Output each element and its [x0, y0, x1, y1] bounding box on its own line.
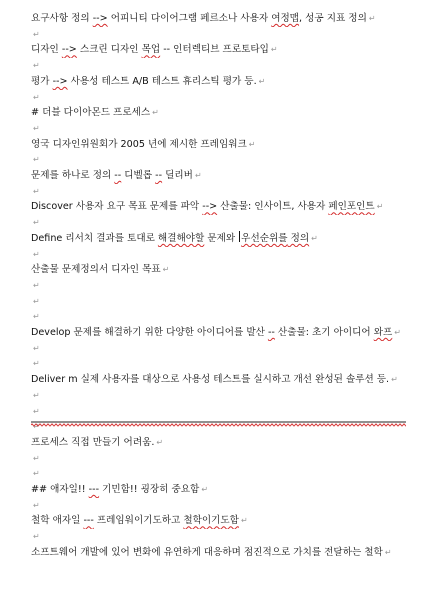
paragraph-mark-icon: ↵ [194, 171, 202, 180]
document-line[interactable] [31, 262, 434, 278]
paragraph-mark-icon: ↵ [33, 422, 40, 432]
document-line[interactable] [31, 278, 434, 294]
line-text: Develop 문제를 해결하기 위한 다양한 아이디어를 발산 [31, 327, 268, 338]
line-text: 프레임워이기도하고 [93, 515, 184, 527]
spellcheck-flagged-text: 우선순위를 [241, 232, 288, 244]
paragraph-mark-icon: ↵ [201, 485, 209, 494]
paragraph-mark-icon: ↵ [368, 14, 376, 23]
document-line[interactable] [31, 482, 434, 498]
line-text: Deliver m 실제 사용자를 대상으로 사용성 테스트를 실시하고 개선 완성된 솔루션 등. [31, 374, 390, 386]
spellcheck-flagged-text: 정의 [287, 232, 310, 244]
paragraph-mark-icon: ↵ [270, 45, 278, 55]
document-line[interactable] [31, 294, 434, 310]
paragraph-mark-icon: ↵ [33, 453, 40, 463]
line-text: Discover 사용자 요구 목표 문제를 파악 [31, 201, 203, 213]
line-text: 요구사항 정의 [31, 13, 93, 24]
spellcheck-flagged-text: -- [267, 327, 275, 338]
paragraph-mark-icon: ↵ [33, 390, 40, 400]
paragraph-mark-icon: ↵ [33, 218, 40, 228]
document-line[interactable] [31, 247, 434, 263]
line-text: ## 애자일!! [31, 484, 89, 495]
document-line[interactable] [31, 513, 434, 529]
line-text: 어피니티 다이어그램 페르소나 사용자 [107, 13, 272, 24]
separator-rule [31, 421, 406, 427]
document-line[interactable] [31, 137, 434, 153]
document-line[interactable] [31, 325, 434, 341]
spellcheck-flagged-text: --> [52, 75, 68, 87]
line-text: 디자인 [31, 44, 62, 56]
document-line[interactable] [31, 215, 434, 231]
spellcheck-flagged-text: --- [83, 515, 94, 527]
document-line[interactable] [31, 199, 434, 215]
paragraph-mark-icon: ↵ [33, 29, 40, 39]
spellcheck-flagged-text: 해결해야할 [157, 232, 205, 244]
paragraph-mark-icon: ↵ [156, 437, 164, 447]
paragraph-mark-icon: ↵ [33, 92, 40, 102]
document-line[interactable] [31, 404, 434, 420]
paragraph-mark-icon: ↵ [152, 108, 159, 118]
line-text: 철학 애자일 [31, 515, 84, 527]
paragraph-mark-icon: ↵ [33, 155, 40, 165]
line-text: # 더블 다이아몬드 프로세스 [31, 107, 151, 119]
paragraph-mark-icon: ↵ [33, 249, 40, 259]
line-text: 산출물 문제정의서 디자인 목표 [31, 264, 161, 276]
document-line[interactable] [31, 388, 434, 404]
document-line[interactable] [31, 58, 434, 74]
line-text: 문제와 [204, 232, 239, 244]
document-line[interactable] [31, 356, 434, 372]
paragraph-mark-icon: ↵ [33, 469, 40, 479]
spellcheck-flagged-text: 와프 [373, 327, 393, 338]
line-text: , 성공 지표 정의 [299, 13, 367, 24]
line-text: 딜리버 [162, 170, 193, 181]
document-line[interactable] [31, 231, 434, 247]
document-line[interactable] [31, 372, 434, 388]
line-text: -- 인터렉티브 프로토타입 [160, 44, 269, 56]
paragraph-mark-icon: ↵ [33, 61, 40, 71]
document-line[interactable] [31, 529, 434, 545]
line-text: 산출물: 초기 아이디어 [274, 327, 374, 338]
paragraph-mark-icon: ↵ [33, 280, 40, 290]
document-line[interactable] [31, 435, 434, 451]
line-text: 평가 [31, 75, 53, 87]
paragraph-mark-icon: ↵ [376, 202, 384, 212]
spellcheck-flagged-text: --- [88, 484, 100, 495]
line-text: 산출물: 인사이트, 사용자 [217, 201, 329, 213]
paragraph-mark-icon: ↵ [394, 328, 401, 337]
spellcheck-flagged-text: 여정맵 [271, 13, 300, 24]
line-text: 소프트웨어 개발에 있어 변화에 유연하게 대응하며 점진적으로 가치를 전달하는 철학 [31, 546, 383, 558]
spellcheck-flagged-text: -- [155, 170, 163, 181]
paragraph-mark-icon: ↵ [33, 359, 40, 369]
separator-squiggle-icon [31, 421, 406, 427]
document-line[interactable] [31, 74, 434, 90]
document-line[interactable] [31, 168, 434, 184]
document-line[interactable] [31, 451, 434, 467]
paragraph-mark-icon: ↵ [33, 123, 40, 133]
document-line[interactable] [31, 90, 434, 106]
line-text: 기민함!! 굉장히 중요함 [99, 484, 200, 495]
document-line[interactable] [31, 545, 434, 561]
line-text: 사용성 테스트 A/B 테스트 휴리스틱 평가 등. [67, 75, 257, 87]
paragraph-mark-icon: ↵ [33, 296, 40, 306]
document-line[interactable] [31, 121, 434, 137]
paragraph-mark-icon: ↵ [391, 375, 398, 385]
paragraph-mark-icon: ↵ [33, 312, 40, 322]
document-line[interactable] [31, 105, 434, 121]
paragraph-mark-icon: ↵ [33, 406, 40, 416]
paragraph-mark-icon: ↵ [311, 233, 318, 243]
document-line[interactable] [31, 341, 434, 357]
document-line[interactable] [31, 42, 434, 58]
line-text: Define 리서치 결과를 토대로 [31, 232, 158, 244]
line-text: 디벨롭 [121, 170, 156, 181]
spellcheck-flagged-text: --> [202, 201, 218, 213]
document-line[interactable] [31, 309, 434, 325]
document-line[interactable] [31, 11, 434, 27]
spellcheck-flagged-text: 페인포인트 [328, 201, 375, 213]
document-line[interactable] [31, 152, 434, 168]
paragraph-mark-icon: ↵ [33, 186, 40, 196]
paragraph-mark-icon: ↵ [33, 500, 40, 510]
line-text: 프로세스 직접 만들기 어려움. [31, 436, 155, 448]
paragraph-mark-icon: ↵ [33, 532, 40, 542]
paragraph-mark-icon: ↵ [33, 343, 40, 353]
paragraph-mark-icon: ↵ [258, 76, 266, 86]
spellcheck-flagged-text: --> [92, 13, 108, 24]
spellcheck-flagged-text: 목업 [141, 44, 161, 56]
paragraph-mark-icon: ↵ [248, 139, 256, 149]
spellcheck-flagged-text: 철학이기도함 [183, 515, 239, 527]
spellcheck-flagged-text: -- [114, 170, 122, 181]
paragraph-mark-icon: ↵ [162, 265, 170, 275]
document-line[interactable] [31, 27, 434, 43]
document-line[interactable] [31, 184, 434, 200]
line-text: 영국 디자인위원회가 2005 년에 제시한 프레임워크 [31, 138, 247, 150]
spellcheck-flagged-text: --> [61, 44, 77, 56]
paragraph-mark-icon: ↵ [384, 547, 392, 557]
line-text: 스크린 디자인 [76, 44, 142, 56]
document-line[interactable] [31, 466, 434, 482]
document-line[interactable] [31, 498, 434, 514]
paragraph-mark-icon: ↵ [240, 516, 248, 526]
line-text: 문제를 하나로 정의 [31, 170, 115, 181]
